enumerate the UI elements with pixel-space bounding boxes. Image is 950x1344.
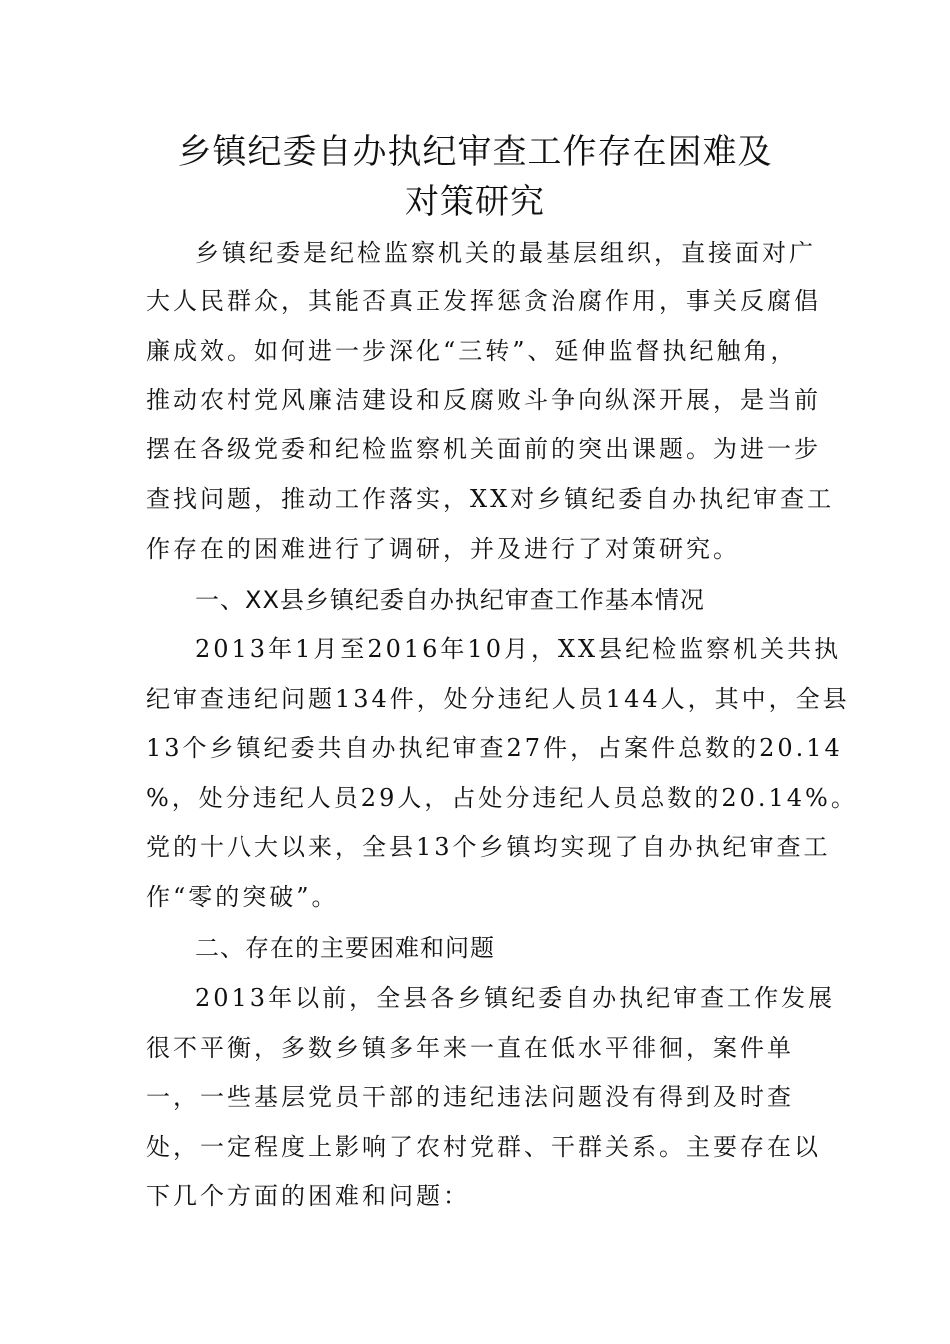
- section-2-line: 一，一些基层党员干部的违纪违法问题没有得到及时查: [146, 1083, 794, 1111]
- intro-line: 作存在的困难进行了调研，并及进行了对策研究。: [146, 535, 740, 563]
- section-1-heading: 一、XX县乡镇纪委自办执纪审查工作基本情况: [195, 586, 705, 614]
- section-1-line: 党的十八大以来，全县13个乡镇均实现了自办执纪审查工: [146, 833, 831, 861]
- document-title-line-2: 对策研究: [405, 182, 545, 222]
- section-2-line: 处，一定程度上影响了农村党群、干群关系。主要存在以: [146, 1133, 821, 1161]
- section-1-line: 纪审查违纪问题134件，处分违纪人员144人，其中，全县: [146, 685, 850, 713]
- intro-line: 廉成效。如何进一步深化“三转”、延伸监督执纪触角，: [146, 337, 798, 365]
- intro-line: 乡镇纪委是纪检监察机关的最基层组织，直接面对广: [195, 239, 816, 267]
- intro-line: 摆在各级党委和纪检监察机关面前的突出课题。为进一步: [146, 435, 821, 463]
- intro-line: 推动农村党风廉洁建设和反腐败斗争向纵深开展，是当前: [146, 386, 821, 414]
- document-title-line-1: 乡镇纪委自办执纪审查工作存在困难及: [177, 132, 773, 172]
- section-1-line: 2013年1月至2016年10月，XX县纪检监察机关共执: [195, 635, 842, 663]
- section-1-line: %，处分违纪人员29人，占处分违纪人员总数的20.14%。: [146, 784, 858, 812]
- section-2-line: 下几个方面的困难和问题：: [146, 1182, 470, 1210]
- section-2-line: 2013年以前，全县各乡镇纪委自办执纪审查工作发展: [195, 984, 836, 1012]
- section-2-line: 很不平衡，多数乡镇多年来一直在低水平徘徊，案件单: [146, 1034, 794, 1062]
- section-1-line: 作“零的突破”。: [146, 883, 339, 911]
- intro-line: 查找问题，推动工作落实，XX对乡镇纪委自办执纪审查工: [146, 485, 835, 513]
- intro-line: 大人民群众，其能否真正发挥惩贪治腐作用，事关反腐倡: [146, 287, 821, 315]
- section-2-heading: 二、存在的主要困难和问题: [195, 934, 495, 962]
- section-1-line: 13个乡镇纪委共自办执纪审查27件，占案件总数的20.14: [146, 734, 843, 762]
